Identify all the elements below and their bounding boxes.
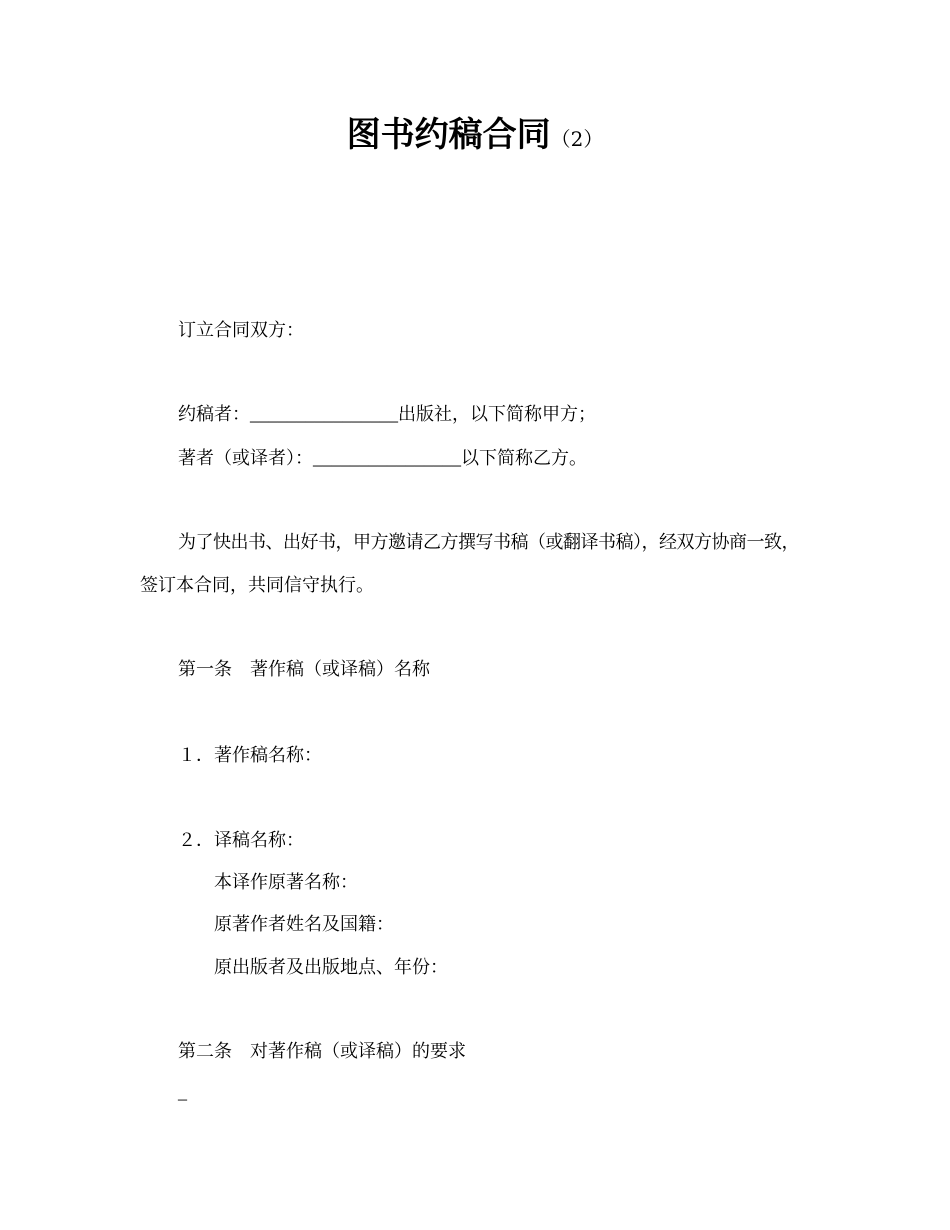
parties-heading: 订立合同双方：: [178, 320, 304, 341]
party-b-text: 以下简称乙方。: [461, 448, 587, 469]
article-2-heading: 第二条 对著作稿（或译稿）的要求: [178, 1041, 466, 1062]
title-suffix: （2）: [550, 127, 604, 151]
party-b-label: 著者（或译者）：: [178, 448, 313, 469]
article-1-item-1: １．著作稿名称：: [178, 745, 322, 766]
item-2-field-original-title: 本译作原著名称：: [214, 872, 358, 893]
party-a-label: 约稿者：: [178, 404, 250, 425]
contract-title: [0, 113, 950, 163]
article-1-item-2: ２．译稿名称：: [178, 830, 304, 851]
preamble-line-1: 为了快出书、出好书，甲方邀请乙方撰写书稿（或翻译书稿），经双方协商一致，: [178, 532, 799, 553]
article-1-heading: 第一条 著作稿（或译稿）名称: [178, 659, 430, 680]
party-a-line: [178, 403, 596, 427]
preamble-line-2: 签订本合同，共同信守执行。: [140, 575, 374, 596]
party-a-blank: ________________: [250, 405, 398, 425]
party-a-text: 出版社，以下简称甲方；: [398, 404, 596, 425]
trailing-underscore-mark: _: [178, 1082, 187, 1102]
party-b-blank: ________________: [313, 449, 461, 469]
item-2-field-original-publisher: 原出版者及出版地点、年份：: [214, 957, 448, 978]
title-text: 图书约稿合同: [346, 115, 551, 155]
party-b-line: [178, 447, 587, 471]
item-2-field-original-author: 原著作者姓名及国籍：: [214, 914, 394, 935]
